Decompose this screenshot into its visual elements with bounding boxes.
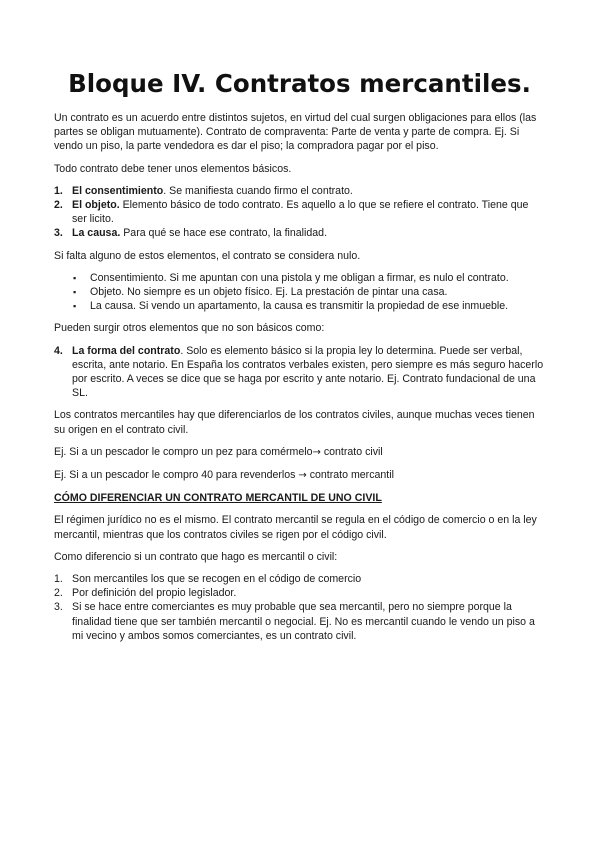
list-item — [54, 271, 545, 285]
bullet-icon: ▪ — [73, 287, 77, 298]
other-elements-list — [54, 344, 545, 401]
bullet-icon: ▪ — [73, 272, 77, 283]
other-elements-intro: Pueden surgir otros elementos que no son básicos como: — [54, 322, 325, 335]
item-text: . Se manifiesta cuando firmo el contrato. — [163, 184, 353, 197]
item-text: . Solo es elemento básico si la propia ley lo determina. Puede ser verbal, escrita, ante notario. En España los contratos verbales existen, pero siempre es más seguro hacerlo por escrito. A veces se dice que se haga por escrito y ante notario. Ej. Contrato fundacional de una SL. — [72, 344, 544, 400]
basic-elements-list — [54, 184, 545, 241]
item-text: Elemento básico de todo contrato. Es aquello a lo que se refiere el contrato. Tiene que ser licito. — [72, 199, 529, 226]
item-text: La causa. Si vendo un apartamento, la causa es transmitir la propiedad de ese inmueble. — [90, 300, 509, 313]
list-item — [54, 226, 545, 240]
item-number: 4. — [54, 344, 63, 357]
examples-bullet-list — [54, 271, 545, 314]
item-text: Si se hace entre comerciantes es muy probable que sea mercantil, pero no siempre porque la finalidad tiene que ser también mercantil o negocial. Ej. No es mercantil cuando le vendo un piso a mi vecino y ambos somos comerciantes, es un contrato civil. — [72, 601, 535, 642]
list-item — [54, 299, 545, 313]
bullet-icon: ▪ — [73, 301, 77, 312]
null-note: Si falta alguno de estos elementos, el contrato se considera nulo. — [54, 249, 361, 262]
section-heading: CÓMO DIFERENCIAR UN CONTRATO MERCANTIL DE UNO CIVIL — [54, 492, 382, 505]
list-item — [54, 285, 545, 299]
regime-paragraph: El régimen jurídico no es el mismo. El contrato mercantil se regula en el código de comercio o en la ley mercantil, mientras que los contratos civiles se rigen por el código civil. — [54, 514, 537, 541]
item-term: El consentimiento — [72, 184, 164, 197]
arrow-right-icon: → — [298, 470, 307, 482]
item-term: El objeto. — [72, 199, 120, 212]
item-number: 3. — [54, 227, 63, 240]
mercantile-paragraph: Los contratos mercantiles hay que diferenciarlos de los contratos civiles, aunque muchas veces tienen su origen en el contrato civil. — [54, 409, 535, 436]
item-text: Para qué se hace ese contrato, la finalidad. — [120, 227, 328, 240]
item-text: Son mercantiles los que se recogen en el código de comercio — [72, 573, 362, 586]
example-mercantile: Ej. Si a un pescador le compro 40 para revenderlos → contrato mercantil — [54, 469, 394, 482]
item-term: La causa. — [72, 227, 121, 240]
item-number: 1. — [54, 573, 63, 586]
list-item — [54, 572, 545, 586]
example-civil: Ej. Si a un pescador le compro un pez para comérmelo→ contrato civil — [54, 445, 383, 458]
page-title: Bloque IV. Contratos mercantiles. — [68, 69, 531, 98]
list-item — [54, 184, 545, 198]
item-term: La forma del contrato — [72, 344, 181, 357]
criteria-list — [54, 572, 545, 643]
item-number: 3. — [54, 601, 63, 614]
item-number: 1. — [54, 184, 63, 197]
criteria-intro: Como diferencio si un contrato que hago es mercantil o civil: — [54, 550, 338, 563]
intro-paragraph: Un contrato es un acuerdo entre distintos sujetos, en virtud del cual surgen obligaciones para ellos (las partes se obligan mutuamente). Contrato de compraventa: Parte de venta y parte de compra. Ej. Si vendo un piso, la parte vendedora es dar el piso; la compradora pagar por el piso. — [54, 112, 537, 153]
list-item — [54, 198, 545, 226]
item-text: Consentimiento. Si me apuntan con una pistola y me obligan a firmar, es nulo el contrato. — [90, 271, 509, 284]
item-number: 2. — [54, 587, 63, 600]
item-text: Por definición del propio legislador. — [72, 587, 237, 600]
list-item — [54, 344, 545, 401]
arrow-right-icon: → — [312, 446, 321, 458]
list-item — [54, 600, 545, 643]
document-body — [54, 111, 545, 651]
list-item — [54, 586, 545, 600]
item-text: Objeto. No siempre es un objeto físico. Ej. La prestación de pintar una casa. — [90, 286, 448, 299]
basics-intro: Todo contrato debe tener unos elementos básicos. — [54, 162, 292, 175]
item-number: 2. — [54, 199, 63, 212]
